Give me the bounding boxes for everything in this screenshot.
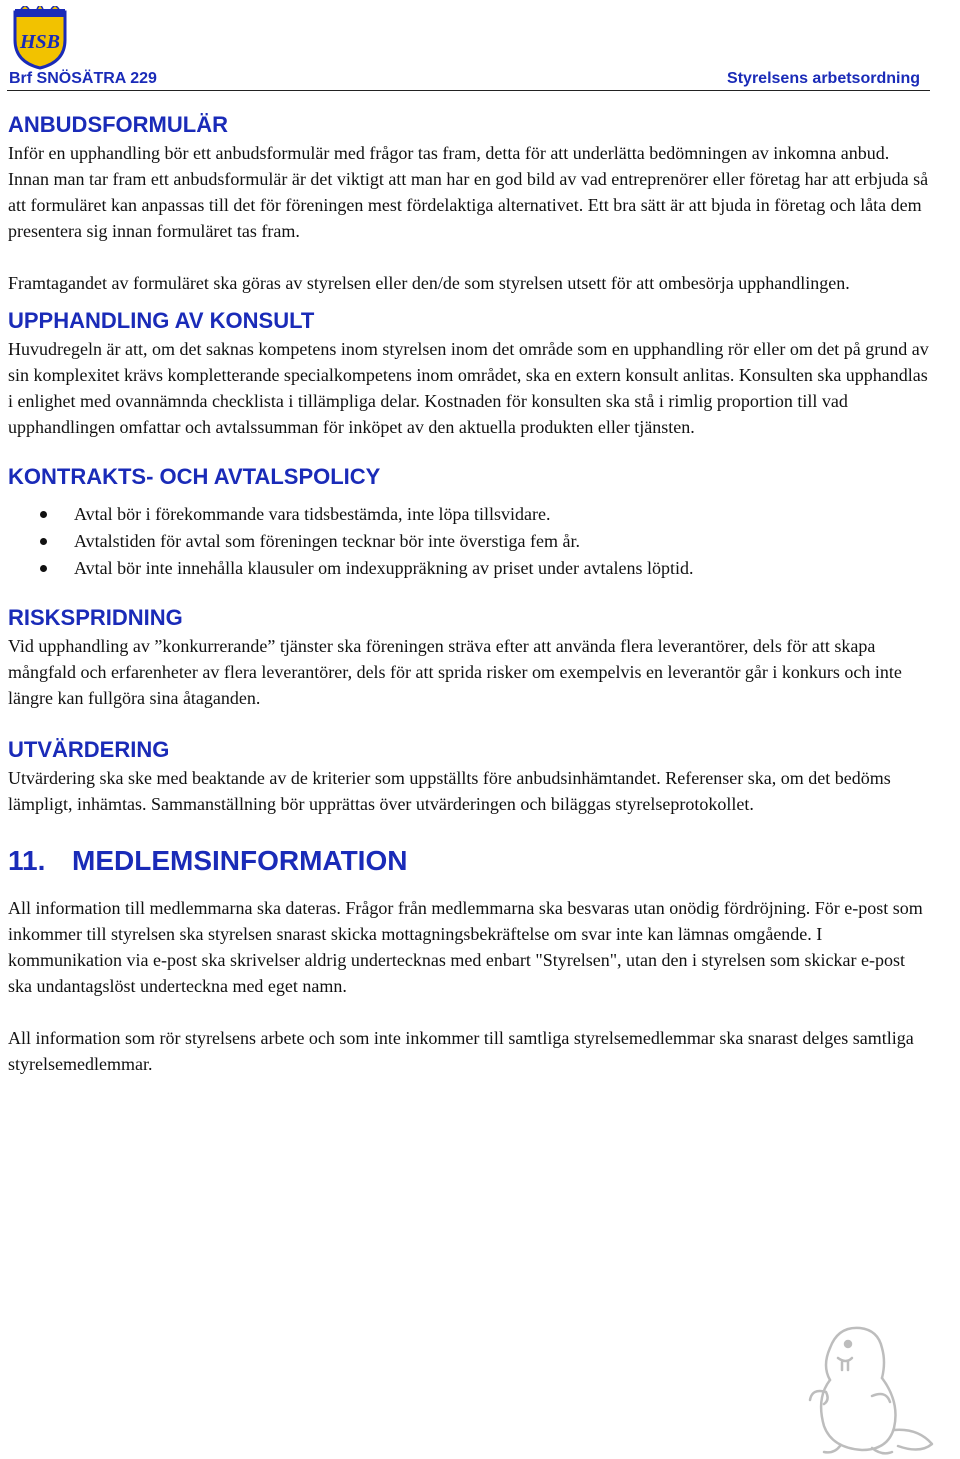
paragraph-medlem-1: All information till medlemmarna ska dateras. Frågor från medlemmarna ska besvaras utan onödig fördröjning. För e-post som inkommer till styrelsen ska styrelsen snarast skicka mottagningsbekräftelse om svar inte kan lämnas omgående. I kommunikation via e-post ska skrivelser aldrig undertecknas med enbart "Styrelsen", utan den i styrelsen som skickar e-post ska undantagslöst underteckna med eget namn. bbox=[8, 898, 923, 996]
heading-anbudsformular: ANBUDSFORMULÄR bbox=[8, 112, 228, 137]
hsb-logo-icon bbox=[7, 6, 73, 70]
page-content bbox=[8, 110, 932, 1077]
list-item: Avtal bör inte innehålla klausuler om indexuppräkning av priset under avtalens löptid. bbox=[8, 555, 932, 582]
paragraph-anbud-2: Framtagandet av formuläret ska göras av styrelsen eller den/de som styrelsen utsett för att ombesörja upphandlingen. bbox=[8, 273, 850, 293]
paragraph-utvardering: Utvärdering ska ske med beaktande av de kriterier som uppställts före anbudsinhämtandet. Referenser ska, om det bedöms lämpligt, inhämtas. Sammanställning bör upprättas över utvärderingen och biläggas styrelseprotokollet. bbox=[8, 768, 891, 814]
beaver-icon bbox=[790, 1318, 940, 1458]
paragraph-konsult: Huvudregeln är att, om det saknas kompetens inom styrelsen inom det område som en upphandling rör eller om det på grund av sin komplexitet krävs kompletterande specialkompetens inom området, ska en extern konsult anlitas. Konsulten ska upphandlas i enlighet med ovannämnda checklista i tillämpliga delar. Kostnaden för konsulten ska stå i rimlig proportion till vad upphandlingen omfattar och avtalssumman för inköpet av den aktuella produkten eller tjänsten. bbox=[8, 339, 929, 437]
document-title: Styrelsens arbetsordning bbox=[727, 70, 920, 87]
heading-riskspridning: RISKSPRIDNING bbox=[8, 605, 183, 630]
heading-kontrakt-avtalspolicy: KONTRAKTS- OCH AVTALSPOLICY bbox=[8, 464, 381, 489]
section-title: MEDLEMSINFORMATION bbox=[72, 845, 408, 876]
paragraph-medlem-2: All information som rör styrelsens arbete och som inte inkommer till samtliga styrelsemedlemmar ska snarast delges samtliga styrelsemedlemmar. bbox=[8, 1028, 914, 1074]
section-number: 11. bbox=[8, 845, 46, 876]
avtalspolicy-list bbox=[8, 501, 932, 582]
heading-upphandling-konsult: UPPHANDLING AV KONSULT bbox=[8, 308, 315, 333]
paragraph-anbud-1: Inför en upphandling bör ett anbudsformulär med frågor tas fram, detta för att underlätta bedömningen av inkomna anbud. Innan man tar fram ett anbudsformulär är det viktigt att man har en god bild av vad entreprenörer eller företag har att erbjuda så att formuläret kan anpassas till det för föreningen mest fördelaktiga alternativet. Ett bra sätt är att bjuda in företag och låta dem presentera sig innan formuläret tas fram. bbox=[8, 143, 929, 241]
list-item: Avtalstiden för avtal som föreningen tecknar bör inte överstiga fem år. bbox=[8, 528, 932, 555]
header-divider bbox=[7, 90, 930, 91]
paragraph-risk: Vid upphandling av ”konkurrerande” tjänster ska föreningen sträva efter att använda flera leverantörer, dels för att skapa mångfald och erfarenheter av flera leverantörer, dels för att sprida risker om exempelvis en leverantör går i konkurs och inte längre kan fullgöra sina åtaganden. bbox=[8, 636, 902, 708]
heading-utvardering: UTVÄRDERING bbox=[8, 737, 170, 762]
association-name: Brf SNÖSÄTRA 229 bbox=[9, 70, 157, 87]
heading-medlemsinformation bbox=[8, 843, 932, 879]
logo-text: HSB bbox=[19, 31, 61, 53]
list-item: Avtal bör i förekommande vara tidsbestämda, inte löpa tillsvidare. bbox=[8, 501, 932, 528]
